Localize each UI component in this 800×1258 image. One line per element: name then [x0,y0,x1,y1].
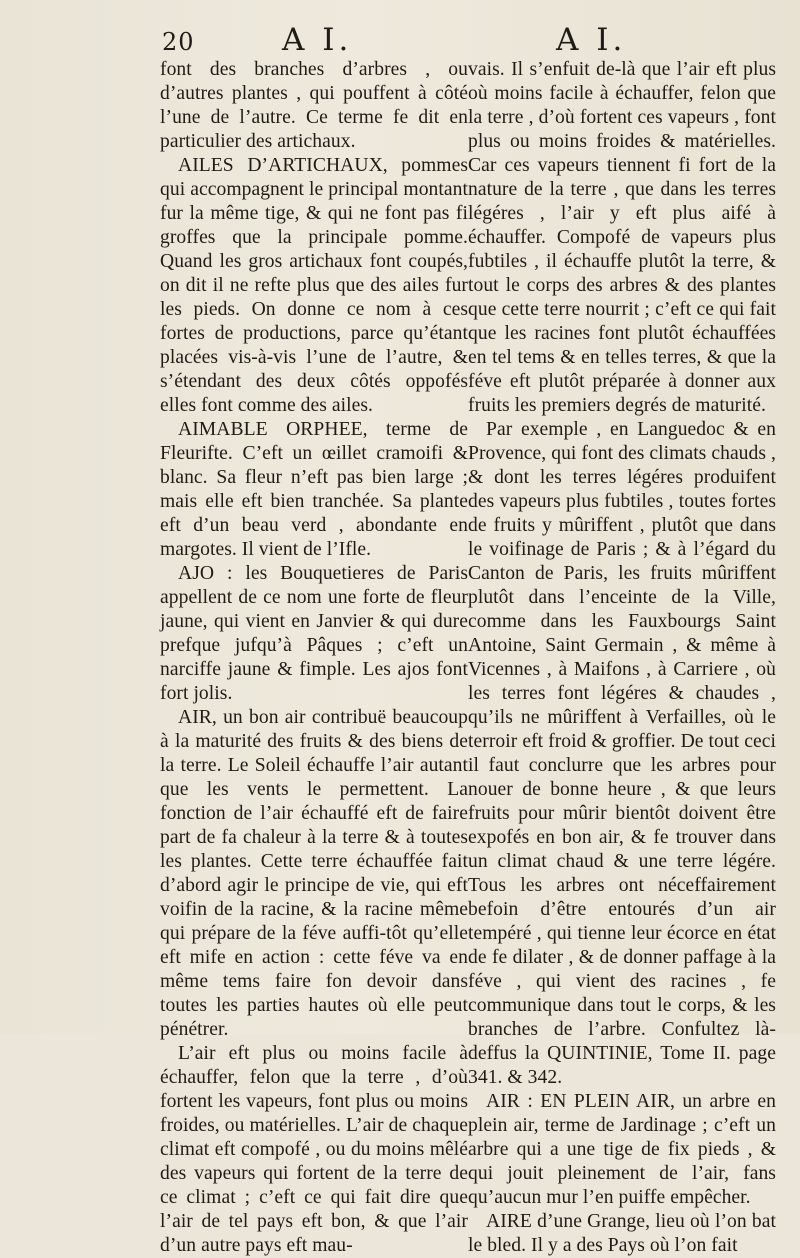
paragraph: AILES D’ARTICHAUX, pommes qui accompagnent le principal montant fur la même tige, & qui ne font pas fi groffes que la principale pomme. Quand les gros artichaux font coupés, on dit il ne refte plus que des ailes fur les pieds. On donne ce nom à ces fortes de productions, parce qu’étant placées vis-à-vis l’une de l’autre, & s’étendant des deux côtés oppofés elles font comme des ailes. [160,155,468,416]
paragraph: L’air eft plus ou moins facile à échauffer, felon que la terre , d’où fortent les vapeurs, font plus ou moins froides, ou matérielles. L’air de chaque climat eft compofé , ou du moins mêlé des vapeurs qui fortent de la terre de ce climat ; c’eft ce qui fait dire que l’air de tel pays eft bon, & que l’air d’un autre pays eft mau- [160,1043,468,1256]
paragraph: AIRE d’une Grange, lieu où l’on bat le bled. Il y a des Pays où l’on fait [468,1211,776,1256]
right-column [468,58,776,1256]
page-edge [600,1016,620,1017]
paragraph: AIMABLE ORPHEE, terme de Fleurifte. C’eft un œillet cramoifi & blanc. Sa fleur n’eft pas bien large ; mais elle eft bien tranchée. Sa plante eft d’un beau verd , abondante en margotes. Il vient de l’Ifle. [160,419,468,560]
paragraph: AIR : EN PLEIN AIR, un arbre en plein air, terme de Jardinage ; c’eft un arbre qui a une tige de fix pieds , & qui jouit pleinement de l’air, fans qu’aucun mur l’en puiffe empêcher. [468,1091,776,1208]
paragraph: vais. Il s’enfuit de-là que l’air eft plus où moins facile à échauffer, felon que la terre , d’où fortent ces vapeurs , font plus ou moins froides & matérielles. Car ces vapeurs tiennent fi fort de la nature de la terre , que dans les terres légéres , l’air y eft plus aifé à échauffer. Compofé de vapeurs plus fubtiles , il échauffe plutôt la terre, & tout le corps des arbres & des plantes que cette terre nourrit ; c’eft ce qui fait que les racines font plutôt échauffées en tel tems & en telles terres, & que la féve eft plutôt préparée à donner aux fruits les premiers degrés de maturité. [468,59,776,416]
paragraph: Par exemple , en Languedoc & en Provence, qui font des climats chauds , & dont les terres légéres produifent des vapeurs plus fubtiles , toutes fortes de fruits y mûriffent , plutôt que dans le voifinage de Paris ; & à l’égard du Canton de Paris, les fruits mûriffent plutôt dans l’enceinte de la Ville, comme dans les Fauxbourgs Saint Antoine, Saint Germain , & même à Vicennes , à Maifons , à Carriere , où les terres font légéres & chaudes , qu’ils ne mûriffent à Verfailles, où le terroir eft froid & groffier. De tout ceci il faut conclurre que les arbres pour nouer de bonne heure , & que leurs fruits pour mûrir bientôt doivent être expofés en bon air, & fe trouver dans un climat chaud & une terre légére. Tous les arbres ont néceffairement befoin d’être entourés d’un air tempéré , qui tienne leur écorce en état de fe dilater , & de donner paffage à la féve , qui vient des racines , fe communique dans tout le corps, & les branches de l’arbre. Confultez là-deffus la QUINTINIE, Tome II. page 341. & 342. [468,419,776,1088]
paragraph: font des branches d’arbres , ou d’autres plantes , qui pouffent à côté l’une de l’autre. Ce terme fe dit en particulier des artichaux. [160,59,468,152]
page-number: 20 [162,28,195,56]
page-header [0,22,800,62]
paragraph: AJO : les Bouquetieres de Paris appellent de ce nom une forte de fleur jaune, qui vient en Janvier & qui dure prefque jufqu’à Pâques ; c’eft un narciffe jaune & fimple. Les ajos font fort jolis. [160,563,468,704]
left-column [160,58,468,1256]
running-head-left: A I. [282,22,353,58]
paragraph: AIR, un bon air contribuë beaucoup à la maturité des fruits & des biens de la terre. Le Soleil échauffe l’air autant que les vents le permettent. La fonction de l’air échauffé eft de faire part de fa chaleur à la terre & à toutes les plantes. Cette terre échauffée fait d’abord agir le principe de vie, qui eft voifin de la racine, & la racine même qui prépare de la féve auffi-tôt qu’elle eft mife en action : cette féve va en même tems faire fon devoir dans toutes les parties hautes où elle peut pénétrer. [160,707,468,1040]
running-head-right: A I. [556,22,627,58]
